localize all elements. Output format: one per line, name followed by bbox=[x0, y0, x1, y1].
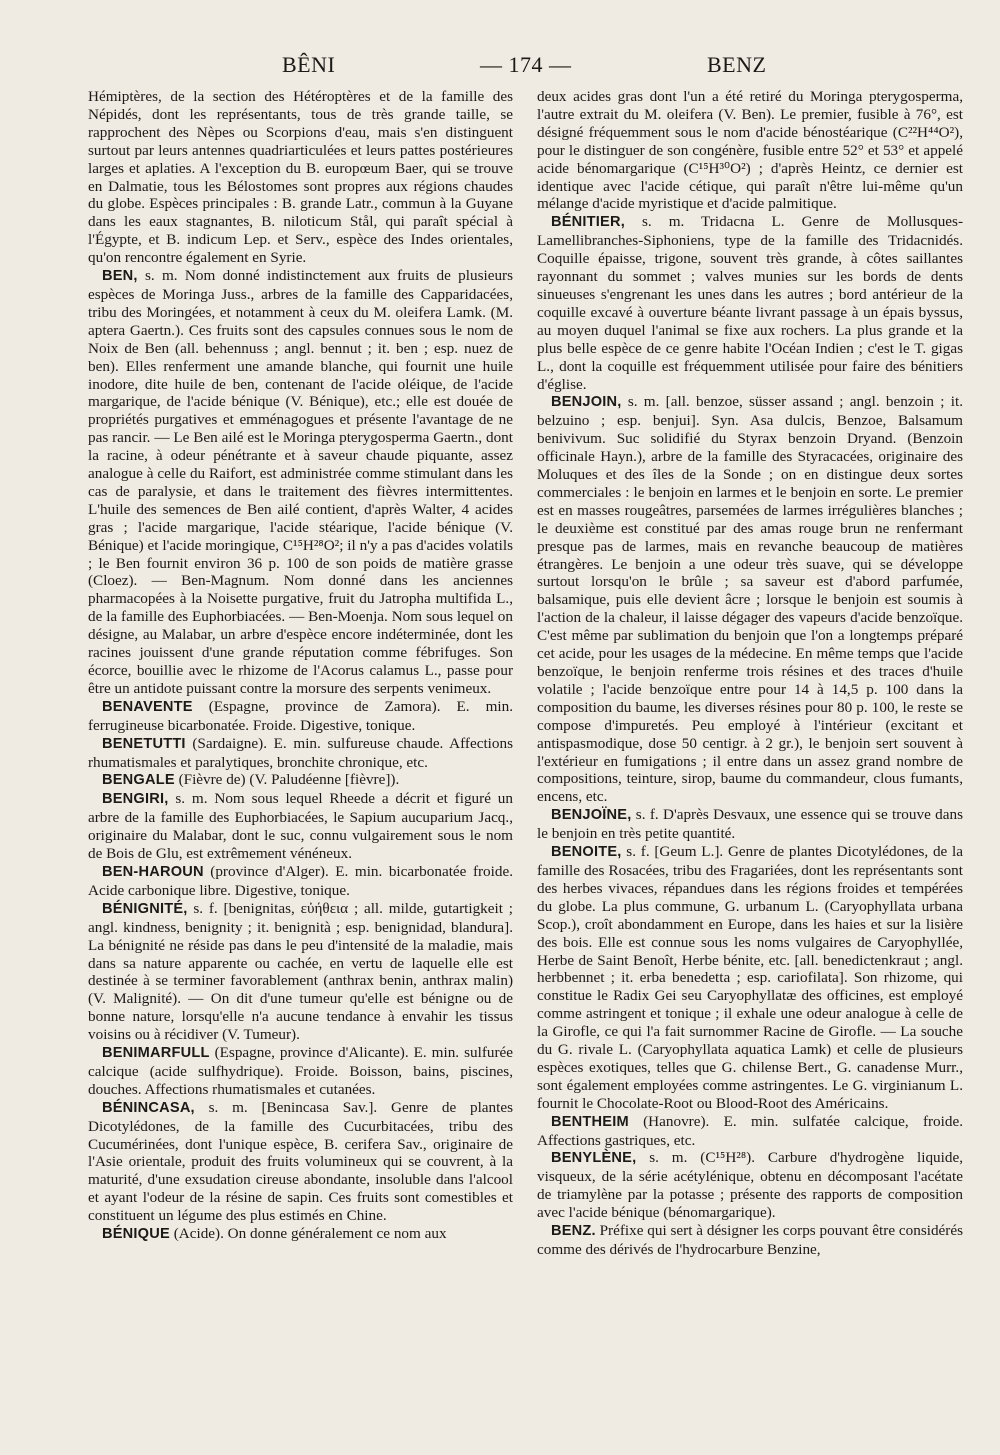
entry-headword: BÉNIQUE bbox=[102, 1226, 170, 1243]
entry-text: s. m. [Benincasa Sav.]. Genre de plantes Dicotylédones, de la famille des Cucurbitacées, tribu des Cucumérinées, dont l'unique espèce, B. cerifera Sav., originaire de l'Asie orientale, produit des fruits volumineux qui se couvrent, à la maturité, d'une exsudation cireuse abondante, insoluble dans l'alcool et ayant l'odeur de la résine de sapin. Ces fruits sont comestibles et constituent un légume des plus estimés en Chine. bbox=[88, 1098, 514, 1225]
entry-text: s. f. [Geum L.]. Genre de plantes Dicotylédones, de la famille des Rosacées, tribu des Fragariées, dont les représentants sont des herbes vivaces, répandues dans les régions froides et tempérées du globe. La plus commune, G. urbanum L. (Caryophyllata urbana Scop.), croît abondamment en Europe, dans les haies et sur la lisière des bois. Elle est connue sous les noms vulgaires de Caryophyllée, Herbe de Saint Benoît, Herbe bénite, etc. [all. benedictenkraut ; angl. herbbennet ; it. erba benedetta ; esp. cariofilata]. Son rhizome, qui constitue le Radix Gei seu Caryophyllatæ des officines, est employé comme astringent et tonique ; il exhale une odeur analogue à celle de la Girofle, ce qui l'a fait surnommer Racine de Girofle. — La souche du G. rivale L. (Caryophyllata aquatica Lamk) et celle de plusieurs espèces exotiques, telles que G. chilense Bert., G. canadense Murr., sont également employées comme astringentes. Le G. virginianum L. fournit le Chocolate-Root ou Blood-Root des Américains. bbox=[537, 843, 963, 1112]
dictionary-entry bbox=[88, 1044, 513, 1099]
entry-text: s. m. (C¹⁵H²⁸). Carbure d'hydrogène liquide, visqueux, de la série acétylénique, obtenu en décomposant l'acétate de triamylène par la potasse ; présente des rapports de composition avec l'acide bénique (bénomargarique). bbox=[537, 1149, 963, 1222]
dictionary-entry bbox=[537, 88, 963, 213]
entry-text: s. m. Nom sous lequel Rheede a décrit et figuré un arbre de la famille des Euphorbiacées, le Sapium aucuparium Jacq., originaire du Malabar, dont le suc, connu vulgairement sous le nom de Bois de Glu, est extrêmement vénéneux. bbox=[88, 790, 513, 863]
dictionary-entry bbox=[537, 806, 963, 843]
entry-text: (Fièvre de) (V. Paludéenne [fièvre]). bbox=[178, 771, 400, 789]
entry-text: (Espagne, province de Zamora). E. min. ferrugineuse bicarbonatée. Froide. Digestive, tonique. bbox=[88, 697, 513, 734]
dictionary-entry bbox=[88, 267, 513, 698]
entry-text: (Hanovre). E. min. sulfatée calcique, froide. Affections gastriques, etc. bbox=[537, 1112, 964, 1149]
entry-headword: BENTHEIM bbox=[551, 1113, 629, 1130]
entry-headword: BENJOÏNE, bbox=[551, 807, 632, 824]
header-left-word: BÊNI bbox=[282, 52, 336, 77]
entry-text: s. m. Nom donné indistinctement aux fruits de plusieurs espèces de Moringa Juss., arbres de la famille des Capparidacées, tribu des Moringées, et notamment à ceux du M. oleifera Lamk. (M. aptera Gaertn.). Ces fruits sont des capsules connues sous le nom de Noix de Ben (all. behennuss ; angl. bennut ; it. ben ; esp. nuez de ben). Elles renferment une amande blanche, qui fournit une huile inodore, dite huile de ben, contenant de l'acide oléique, de l'acide margarique, de l'acide bénique (V. Bénique), etc.; elle est douée de propriétés purgatives et emménagogues et présente l'avantage de ne pas rancir. — Le Ben ailé est le Moringa pterygosperma Gaertn., dont la racine, à odeur pénétrante et à saveur chaude piquante, assez analogue à celle du Raifort, est administrée comme stimulant dans les cas de paralysie, et dans le traitement des fièvres intermittentes. L'huile des semences de Ben ailé contient, d'après Walter, 4 acides gras ; l'acide margarique, l'acide stéarique, l'acide bénique (V. Bénique) et l'acide moringique, C¹⁵H²⁸O²; il n'y a pas d'acides volatils ; le Ben fournit environ 36 p. 100 de son poids de matière grasse (Cloez). — Ben-Magnum. Nom donné dans les anciennes pharmacopées à la Noisette purgative, fruit du Jatropha multifida L., de la famille des Euphorbiacées. — Ben-Moenja. Nom sous lequel on désigne, au Malabar, un arbre d'espèce encore indéterminée, dont les racines jouissent d'une grande réputation comme fébrifuges. Son écorce, bouillie avec le rhizome de l'Acorus calamus L., passe pour être un antidote puissant contre la morsure des serpents venimeux. bbox=[88, 267, 514, 697]
header-right-word: BENZ bbox=[707, 52, 767, 77]
entry-text: (Acide). On donne généralement ce nom aux bbox=[173, 1225, 447, 1243]
page-number: — 174 — bbox=[480, 52, 572, 77]
entry-text: s. f. [benignitas, εὐήθεια ; all. milde, gutartigkeit ; angl. kindness, benignity ; it. benignità ; esp. benignidad, blandura]. La bénignité ne réside pas dans le peu d'intensité de la maladie, mais dans sa nature apparente ou cachée, en vertu de laquelle elle est destinée à se terminer favorablement (anthrax benin, anthrax malin) (V. Malignité). — On dit d'une tumeur qu'elle est bénigne ou de bonne nature, lorsqu'elle n'a aucune tendance à envahir les tissus voisins ou à récidiver (V. Tumeur). bbox=[88, 899, 513, 1044]
entry-headword: BENJOIN, bbox=[551, 394, 622, 411]
entry-headword: BÉNIGNITÉ, bbox=[102, 900, 188, 917]
dictionary-entry bbox=[88, 88, 513, 267]
entry-headword: BENIMARFULL bbox=[102, 1045, 210, 1062]
entry-headword: BEN, bbox=[102, 268, 138, 285]
dictionary-entry bbox=[88, 790, 513, 863]
entry-headword: BEN-HAROUN bbox=[102, 863, 204, 880]
entry-headword: BENAVENTE bbox=[102, 698, 193, 715]
entry-headword: BÉNINCASA, bbox=[102, 1099, 195, 1116]
dictionary-entry bbox=[537, 1113, 963, 1150]
dictionary-entry bbox=[88, 1225, 513, 1244]
dictionary-entry bbox=[88, 1099, 513, 1225]
dictionary-entry bbox=[537, 1222, 963, 1259]
dictionary-entry bbox=[537, 393, 963, 806]
entry-headword: BENZ. bbox=[551, 1223, 596, 1240]
entry-text: Hémiptères, de la section des Hétéroptères et de la famille des Népidés, dont les représentants, tous de très grande taille, se rapprochent des Nèpes ou Scorpions d'eau, mais s'en distinguent surtout par leurs antennes quadriarticulées et leurs pattes postérieures larges et aplaties. A l'exception du B. europœum Baer, qui se trouve en Dalmatie, tous les Bélostomes sont propres aux régions chaudes du globe. Espèces principales : B. grande Latr., commun à la Guyane dans les eaux stagnantes, B. niloticum Stål, qui paraît spécial à l'Égypte, et B. indicum Lep. et Serv., espèce des Indes orientales, qu'on rencontre également en Syrie. bbox=[88, 88, 513, 267]
dictionary-entry bbox=[88, 698, 513, 735]
entry-headword: BENGIRI, bbox=[102, 791, 169, 808]
right-column bbox=[537, 88, 963, 1259]
entry-text: (Espagne, province d'Alicante). E. min. sulfurée calcique (acide sulfhydrique). Froide. Boisson, bains, piscines, douches. Affections rhumatismales et cutanées. bbox=[88, 1044, 514, 1098]
dictionary-entry bbox=[88, 900, 513, 1044]
entry-text: s. f. D'après Desvaux, une essence qui se trouve dans le benjoin en très petite quantité. bbox=[537, 806, 963, 843]
entry-text: deux acides gras dont l'un a été retiré du Moringa pterygosperma, l'autre extrait du M. oleifera (V. Ben). Le premier, fusible à 76°, est désigné fréquemment sous le nom d'acide bénostéarique (C²²H⁴⁴O²), pour le distinguer de son congénère, fusible entre 52° et 53° et appelé acide bénomargarique (C¹⁵H³⁰O²) ; d'après Heintz, ce dernier est identique avec l'acide cétique, qui paraît n'être lui-même qu'un mélange d'acide myristique et d'acide palmitique. bbox=[537, 88, 963, 213]
dictionary-entry bbox=[88, 735, 513, 772]
entry-headword: BENYLÈNE, bbox=[551, 1150, 637, 1167]
entry-text: (province d'Alger). E. min. bicarbonatée froide. Acide carbonique libre. Digestive, tonique. bbox=[88, 862, 513, 899]
entry-headword: BÉNITIER, bbox=[551, 214, 625, 231]
entry-text: Préfixe qui sert à désigner les corps pouvant être considérés comme des dérivés de l'hydrocarbure Benzine, bbox=[537, 1222, 963, 1258]
entry-text: (Sardaigne). E. min. sulfureuse chaude. Affections rhumatismales et paralytiques, bronchite chronique, etc. bbox=[88, 734, 513, 771]
dictionary-entry bbox=[537, 1149, 963, 1222]
left-column bbox=[88, 88, 513, 1244]
page-header bbox=[0, 44, 1000, 84]
entry-text: s. m. [all. benzoe, süsser assand ; angl. benzoin ; it. belzuino ; esp. benjui]. Syn. Asa dulcis, Benzoe, Balsamum benivivum. Suc solidifié du Styrax benzoin Dryand. (Benzoin officinale Hayn.), arbre de la famille des Styracacées, originaire des Moluques et des îles de la Sonde ; on en distingue deux sortes commerciales : le benjoin en larmes et le benjoin en sorte. Le premier est en masses rougeâtres, parsemées de larmes irrégulières blanches ; le deuxième est constitué par des amas rouge brun ne renfermant presque pas de larmes, mais en revanche beaucoup de matières étrangères. Le benjoin a une odeur très suave, qui se développe surtout lorsqu'on le brûle ; sa saveur est d'abord parfumée, balsamique, puis elle devient âcre ; lorsque le benjoin est soumis à l'action de la chaleur, il laisse dégager des vapeurs d'acide benzoïque. C'est même par sublimation du benjoin que l'on a longtemps préparé cet acide, pour les usages de la médecine. En même temps que l'acide benzoïque, le benjoin renferme trois résines et des traces d'huile volatile ; l'acide benzoïque entre pour 14 à 14,5 p. 100 dans la composition du baume, les diverses résines pour 80 p. 100, le reste se compose d'impuretés. Peu employé à l'intérieur (excitant et antispasmodique, dose 50 centigr. à 2 gr.), le benjoin sert souvent à l'extérieur en fumigations ; il entre dans un assez grand nombre de compositions, teinture, sirop, baume du commandeur, clous fumants, encens, etc. bbox=[537, 393, 964, 806]
entry-text: s. m. Tridacna L. Genre de Mollusques-Lamellibranches-Siphoniens, type de la famille des Tridacnidés. Coquille épaisse, trigone, souvent très grande, à côtes saillantes rayonnant du sommet ; valves munies sur les bords de dents sinueuses s'engrenant les unes dans les autres ; bord antérieur de la coquille excavé à ouverture béante livrant passage à un épais byssus, au moyen duquel l'animal se fixe aux rochers. La plus grande et la plus belle espèce de ce genre habite l'Océan Indien ; c'est le T. gigas L., dont la coquille est fréquemment utilisée pour faire des bénitiers d'église. bbox=[537, 213, 963, 393]
entry-headword: BENOITE, bbox=[551, 844, 622, 861]
dictionary-entry bbox=[537, 843, 963, 1113]
dictionary-entry bbox=[537, 213, 963, 393]
entry-headword: BENGALE bbox=[102, 772, 175, 789]
dictionary-entry bbox=[88, 771, 513, 790]
entry-headword: BENETUTTI bbox=[102, 735, 186, 752]
dictionary-entry bbox=[88, 863, 513, 900]
